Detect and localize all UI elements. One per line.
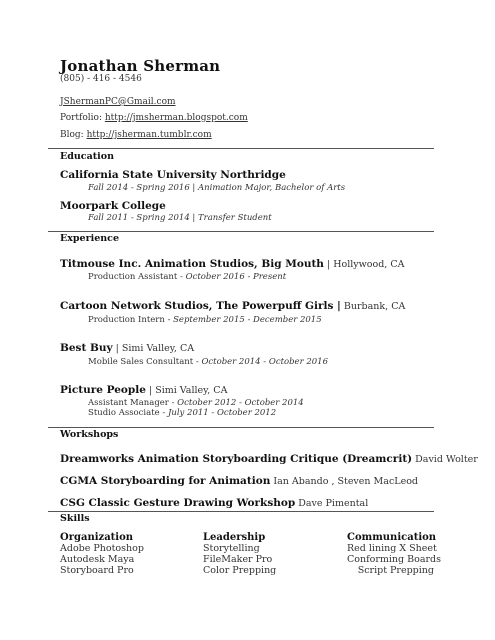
experience-entry <box>60 252 404 271</box>
experience-location: | Simi Valley, CA <box>145 385 228 396</box>
blog-label: Blog: <box>60 130 87 140</box>
email-link[interactable]: JShermanPC@Gmail.com <box>60 97 176 107</box>
experience-role: Studio Associate - July 2011 - October 2012 <box>88 408 277 418</box>
education-heading: Education <box>60 151 114 162</box>
skill-item: Storytelling <box>203 543 260 554</box>
section-divider <box>48 148 434 149</box>
skills-column-leadership <box>203 532 276 576</box>
skills-column-heading: Leadership <box>203 532 266 543</box>
workshop-name: CSG Classic Gesture Drawing Workshop <box>60 497 296 509</box>
workshop-entry <box>60 491 368 510</box>
skill-item: FileMaker Pro <box>203 554 273 565</box>
experience-role: Mobile Sales Consultant - October 2014 - October 2016 <box>88 357 328 367</box>
experience-org: Best Buy <box>60 342 113 354</box>
section-divider <box>48 511 434 512</box>
experience-entry <box>60 336 194 355</box>
skill-item: Script Prepping <box>357 565 434 576</box>
phone-number: (805) - 416 - 4546 <box>60 74 142 84</box>
experience-heading: Experience <box>60 233 119 244</box>
experience-entry <box>60 294 405 313</box>
portfolio-label: Portfolio: <box>60 113 105 123</box>
experience-org: Picture People <box>60 384 146 396</box>
workshop-instructor: David Wolter <box>412 454 478 465</box>
education-school: Moorpark College <box>60 200 166 212</box>
workshop-name: CGMA Storyboarding for Animation <box>60 475 271 487</box>
workshop-name: Dreamworks Animation Storyboarding Critique (Dreamcrit) <box>60 453 413 465</box>
workshop-entry <box>60 447 478 466</box>
workshop-instructor: Ian Abando , Steven MacLeod <box>270 476 419 487</box>
blog-line <box>60 130 212 140</box>
education-detail: Fall 2011 - Spring 2014 | Transfer Student <box>88 213 272 223</box>
skill-item: Storyboard Pro <box>60 565 134 576</box>
experience-org: Titmouse Inc. Animation Studios, Big Mouth <box>60 258 324 270</box>
workshop-instructor: Dave Pimental <box>295 498 369 509</box>
skills-column-organization <box>60 532 144 576</box>
experience-role: Production Assistant - October 2016 - Present <box>88 272 287 282</box>
section-divider <box>48 231 434 232</box>
skill-item: Conforming Boards <box>347 554 442 565</box>
skill-item: Autodesk Maya <box>60 554 135 565</box>
experience-location: Burbank, CA <box>340 301 406 312</box>
portfolio-link[interactable]: http://jmsherman.blogspot.com <box>104 113 248 123</box>
workshop-entry <box>60 469 418 488</box>
portfolio-line <box>60 113 248 123</box>
skills-heading: Skills <box>60 513 90 524</box>
applicant-name: Jonathan Sherman <box>60 57 221 75</box>
experience-org: Cartoon Network Studios, The Powerpuff Girls | <box>60 300 341 312</box>
section-divider <box>48 427 434 428</box>
skill-item: Adobe Photoshop <box>60 543 144 554</box>
skill-item: Red lining X Sheet <box>347 543 437 554</box>
blog-link[interactable]: http://jsherman.tumblr.com <box>86 130 212 140</box>
education-school: California State University Northridge <box>60 169 286 181</box>
skill-item: Color Prepping <box>203 565 277 576</box>
experience-entry <box>60 378 227 397</box>
experience-role: Assistant Manager - October 2012 - October 2014 <box>88 398 304 408</box>
experience-location: | Hollywood, CA <box>323 259 405 270</box>
education-detail: Fall 2014 - Spring 2016 | Animation Major, Bachelor of Arts <box>88 183 346 193</box>
skills-column-heading: Organization <box>60 532 134 543</box>
experience-location: | Simi Valley, CA <box>112 343 195 354</box>
experience-role: Production Intern - September 2015 - December 2015 <box>88 315 322 325</box>
workshops-heading: Workshops <box>60 429 119 440</box>
skills-column-communication <box>347 532 442 576</box>
skills-column-heading: Communication <box>347 532 437 543</box>
